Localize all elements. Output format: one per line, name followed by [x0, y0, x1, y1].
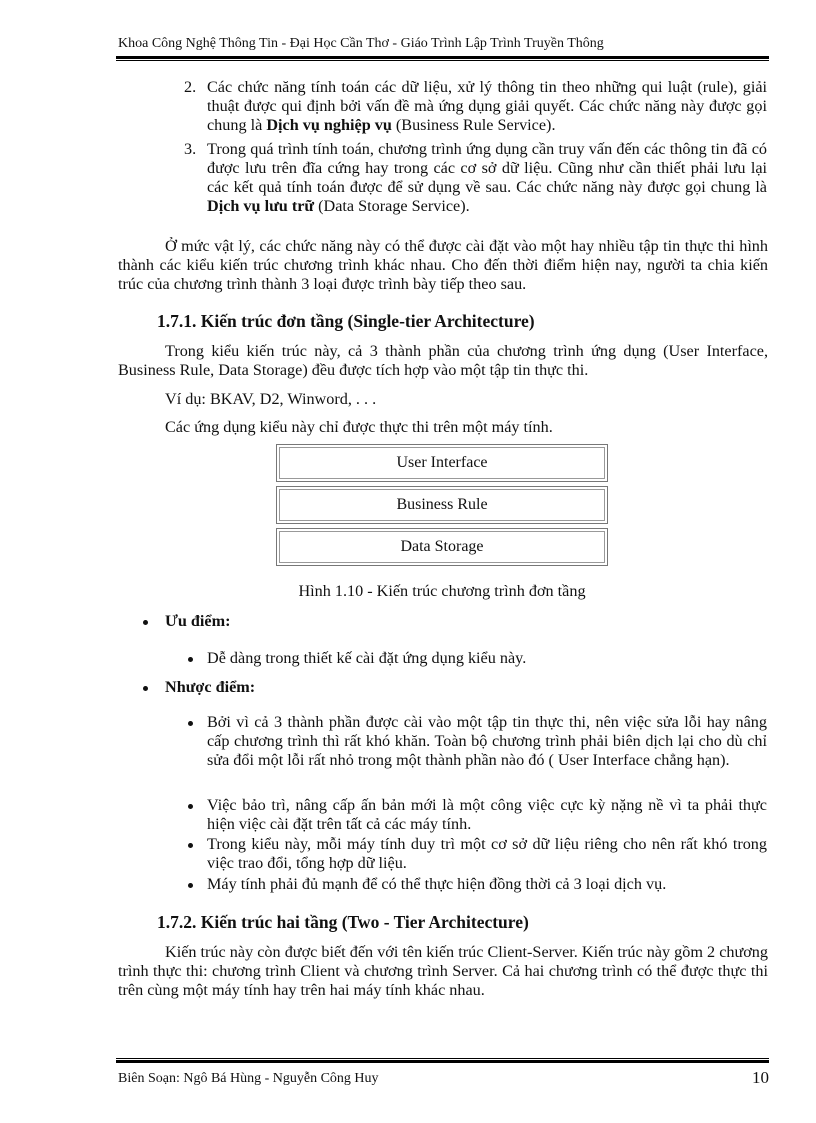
bullet-icon	[188, 883, 193, 888]
disadvantages-label: Nhược điểm:	[165, 678, 256, 696]
single-tier-diagram	[276, 444, 608, 570]
layer-label: User Interface	[396, 454, 488, 471]
bold-term: Dịch vụ lưu trữ	[207, 197, 315, 215]
list-item: Các chức năng tính toán các dữ liệu, xử lý thông tin theo những qui luật (rule), giải thuật được qui định bởi vấn đề mà ứng dụng giải quyết. Các chức năng này được gọi chung là Dịch vụ nghiệp vụ (Business Rule Service).	[207, 78, 767, 134]
header-rule	[116, 56, 769, 61]
layer-label: Business Rule	[396, 496, 488, 513]
bullet-icon	[143, 686, 148, 691]
list-number: 2.	[184, 78, 197, 96]
bullet-icon	[143, 620, 148, 625]
disadvantage-item: Việc bảo trì, nâng cấp ấn bản mới là một công việc cực kỳ nặng nề vì ta phải thực hiện việc cài đặt trên tất cả các máy tính.	[207, 796, 767, 833]
section-paragraph: Kiến trúc này còn được biết đến với tên kiến trúc Client-Server. Kiến trúc này gồm 2 chương trình thực thi: chương trình Client và chương trình Server. Cả hai chương trình có thể được thực thi trên cùng một máy tính hay trên hai máy tính khác nhau.	[118, 943, 768, 999]
bullet-icon	[188, 804, 193, 809]
disadvantage-item: Máy tính phải đủ mạnh để có thể thực hiện đồng thời cả 3 loại dịch vụ.	[207, 875, 667, 893]
example-line: Ví dụ: BKAV, D2, Winword, . . .	[165, 390, 377, 408]
intro-paragraph: Ở mức vật lý, các chức năng này có thể được cài đặt vào một hay nhiều tập tin thực thi hình thành các kiểu kiến trúc chương trình khác nhau. Cho đến thời điểm hiện nay, người ta chia kiến trúc của chương trình thành 3 loại được trình bày tiếp theo sau.	[118, 237, 768, 293]
footer-authors: Biên Soạn: Ngô Bá Hùng - Nguyễn Công Huy	[118, 1071, 379, 1086]
disadvantage-item: Bởi vì cả 3 thành phần được cài vào một tập tin thực thi, nên việc sửa lỗi hay nâng cấp chương trình thì rất khó khăn. Toàn bộ chương trình phải biên dịch lại cho dù chỉ sửa đổi một lỗi rất nhỏ trong một thành phần nào đó ( User Interface chẳng hạn).	[207, 713, 767, 769]
section-heading: 1.7.2. Kiến trúc hai tầng (Two - Tier Architecture)	[157, 912, 529, 932]
section-heading: 1.7.1. Kiến trúc đơn tầng (Single-tier Architecture)	[157, 311, 535, 331]
layer-box-user-interface	[276, 444, 608, 482]
bullet-icon	[188, 657, 193, 662]
page-number: 10	[752, 1068, 769, 1087]
bullet-icon	[188, 721, 193, 726]
disadvantage-item: Trong kiểu này, mỗi máy tính duy trì một cơ sở dữ liệu riêng cho nên rất khó trong việc trao đổi, tổng hợp dữ liệu.	[207, 835, 767, 872]
layer-box-business-rule	[276, 486, 608, 524]
figure-caption: Hình 1.10 - Kiến trúc chương trình đơn tầng	[298, 582, 586, 600]
layer-box-data-storage	[276, 528, 608, 566]
list-number: 3.	[184, 140, 197, 158]
advantages-label: Ưu điểm:	[165, 612, 231, 630]
list-item: Trong quá trình tính toán, chương trình ứng dụng cần truy vấn đến các thông tin đã có được lưu trên đĩa cứng hay trong các cơ sở dữ liệu. Cũng như cần thiết phải lưu lại các kết quả tính toán được để sử dụng về sau. Các chức năng này được gọi chung là Dịch vụ lưu trữ (Data Storage Service).	[207, 140, 767, 215]
bullet-icon	[188, 843, 193, 848]
bold-term: Dịch vụ nghiệp vụ	[266, 116, 392, 134]
page-header: Khoa Công Nghệ Thông Tin - Đại Học Cần Thơ - Giáo Trình Lập Trình Truyền Thông	[118, 36, 604, 51]
footer-rule	[116, 1058, 769, 1063]
section-paragraph: Trong kiểu kiến trúc này, cả 3 thành phần của chương trình ứng dụng (User Interface, Business Rule, Data Storage) đều được tích hợp vào một tập tin thực thi.	[118, 342, 768, 379]
advantage-item: Dễ dàng trong thiết kế cài đặt ứng dụng kiểu này.	[207, 649, 527, 667]
layer-label: Data Storage	[400, 538, 484, 555]
section-paragraph: Các ứng dụng kiểu này chỉ được thực thi trên một máy tính.	[165, 418, 553, 436]
